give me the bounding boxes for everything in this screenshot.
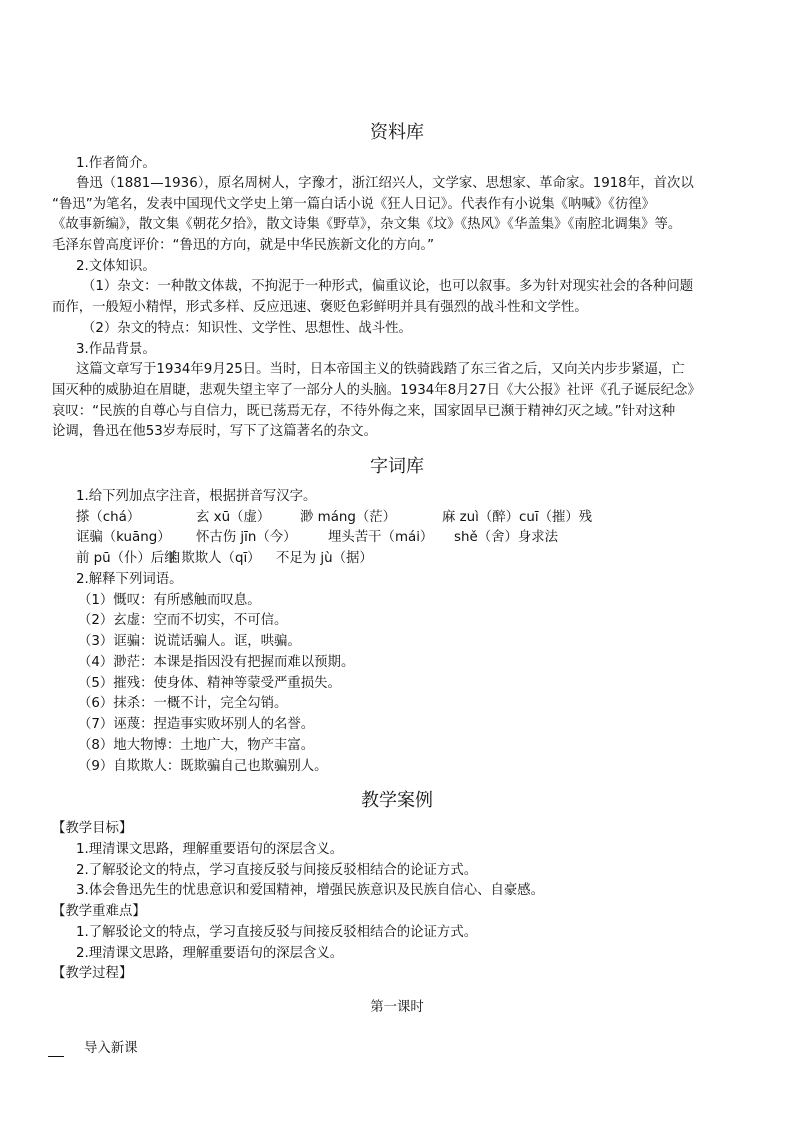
paragraph-line: “鲁迅”为笔名，发表中国现代文学史上第一篇白话小说《狂人日记》。代表作有小说集《呐喊》《彷徨》 [52, 197, 656, 212]
paragraph-line: 哀叹：“民族的自尊心与自信力，既已荡焉无存，不待外侮之来，国家固早已濒于精神幻灭之域。”针对这种 [52, 404, 676, 419]
pinyin-item: 埋头苦干（mái） [328, 530, 434, 545]
step-dash [48, 1056, 64, 1057]
goal-item: 1.理清课文思路，理解重要语句的深层含义。 [76, 842, 344, 857]
pinyin-item: shě（舍）身求法 [454, 530, 559, 545]
heading-genre: 2.文体知识。 [76, 259, 156, 274]
heading-author: 1.作者简介。 [76, 156, 156, 171]
paragraph-line: 国灭种的威胁迫在眉睫，悲观失望主宰了一部分人的头脑。1934年8月27日《大公报》社评《孔子诞辰纪念》 [52, 383, 701, 398]
paragraph-line: 鲁迅（1881—1936），原名周树人，字豫才，浙江绍兴人，文学家、思想家、革命家。1918年，首次以 [76, 176, 694, 191]
section-title-jiaoxue: 教学案例 [361, 790, 433, 811]
term-definition: （8）地大物博：土地广大，物产丰富。 [78, 738, 315, 753]
key-point-item: 1.了解驳论文的特点，学习直接反驳与间接反驳相结合的论证方式。 [76, 925, 478, 940]
pinyin-item: 自欺欺人（qī） [168, 551, 261, 566]
process-heading: 【教学过程】 [52, 966, 133, 981]
paragraph-line: （2）杂文的特点：知识性、文学性、思想性、战斗性。 [82, 321, 412, 336]
pinyin-item: 搽（chá） [76, 510, 141, 525]
paragraph-line: （1）杂文：一种散文体裁，不拘泥于一种形式，偏重议论，也可以叙事。多为针对现实社会的各种问题 [82, 279, 694, 294]
section-title-ziliaoku: 资料库 [370, 122, 424, 143]
pinyin-item: 不足为 jù（据） [276, 551, 373, 566]
exercise-heading-pinyin: 1.给下列加点字注音，根据拼音写汉字。 [76, 489, 317, 504]
term-definition: （3）诓骗：说谎话骗人。诓，哄骗。 [78, 634, 301, 649]
pinyin-item: 玄 xū（虚） [196, 510, 271, 525]
key-point-item: 2.理清课文思路，理解重要语句的深层含义。 [76, 946, 344, 961]
key-points-heading: 【教学重难点】 [52, 904, 146, 919]
heading-background: 3.作品背景。 [76, 342, 156, 357]
paragraph-line: 论调，鲁迅在他53岁寿辰时，写下了这篇著名的杂文。 [52, 424, 378, 439]
paragraph-line: 而作，一般短小精悍，形式多样、反应迅速、褒贬色彩鲜明并具有强烈的战斗性和文学性。 [52, 300, 588, 315]
term-definition: （4）渺茫：本课是指因没有把握而难以预期。 [78, 655, 355, 670]
pinyin-item: 怀古伤 jīn（今） [196, 530, 297, 545]
lesson-title: 第一课时 [370, 1000, 424, 1015]
goal-item: 3.体会鲁迅先生的忧患意识和爱国精神，增强民族意识及民族自信心、自豪感。 [76, 883, 545, 898]
pinyin-item: 诓骗（kuāng） [76, 530, 171, 545]
pinyin-item: 渺 máng（茫） [300, 510, 397, 525]
section-title-zicik: 字词库 [370, 456, 424, 477]
term-definition: （9）自欺欺人：既欺骗自己也欺骗别人。 [78, 759, 328, 774]
goals-heading: 【教学目标】 [52, 821, 133, 836]
paragraph-line: 毛泽东曾高度评价：“鲁迅的方向，就是中华民族新文化的方向。” [52, 238, 435, 253]
step-label: 导入新课 [84, 1041, 138, 1056]
paragraph-line: 《故事新编》，散文集《朝花夕拾》，散文诗集《野草》，杂文集《坟》《热风》《华盖集》《南腔北调集》等。 [52, 217, 682, 232]
pinyin-item: 麻 zuì（醉）cuī（摧）残 [442, 510, 593, 525]
term-definition: （2）玄虚：空而不切实，不可信。 [78, 613, 288, 628]
term-definition: （6）抹杀：一概不计，完全勾销。 [78, 696, 288, 711]
pinyin-item: 前 pū（仆）后继 [76, 551, 178, 566]
term-definition: （5）摧残：使身体、精神等蒙受严重损失。 [78, 676, 341, 691]
exercise-heading-terms: 2.解释下列词语。 [76, 572, 183, 587]
paragraph-line: 这篇文章写于1934年9月25日。当时，日本帝国主义的铁骑践踏了东三省之后，又向关内步步紧逼，亡 [76, 362, 685, 377]
goal-item: 2.了解驳论文的特点，学习直接反驳与间接反驳相结合的论证方式。 [76, 863, 478, 878]
term-definition: （1）慨叹：有所感触而叹息。 [78, 593, 261, 608]
term-definition: （7）诬蔑：捏造事实败坏别人的名誉。 [78, 717, 315, 732]
